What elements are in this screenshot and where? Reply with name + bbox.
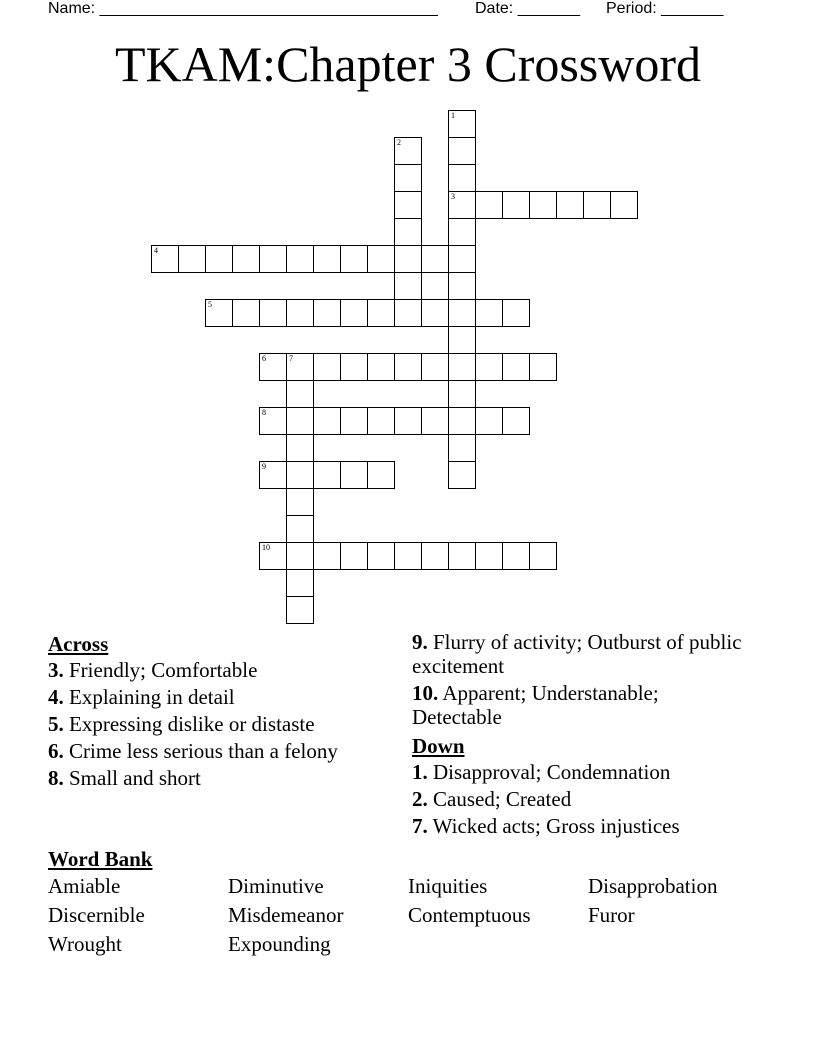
crossword-cell[interactable] [502, 299, 530, 327]
clue-down-1 [412, 760, 742, 784]
crossword-cell[interactable] [340, 353, 368, 381]
crossword-cell[interactable] [259, 299, 287, 327]
page-title: TKAM:Chapter 3 Crossword [114, 36, 702, 92]
clue-text: Apparent; Understanable; Detectable [412, 681, 659, 729]
clue-text: Expressing dislike or distaste [69, 712, 315, 736]
clue-across-10 [412, 681, 742, 729]
clue-number: 2. [412, 787, 428, 811]
crossword-cell[interactable] [232, 299, 260, 327]
crossword-cell[interactable] [421, 353, 449, 381]
crossword-cell[interactable] [286, 542, 314, 570]
clue-across-8 [48, 766, 398, 790]
crossword-cell[interactable] [286, 596, 314, 624]
crossword-cell[interactable] [205, 299, 233, 327]
word-bank-item: Wrought [48, 932, 122, 956]
crossword-cell[interactable] [367, 542, 395, 570]
crossword-cell[interactable] [232, 245, 260, 273]
crossword-cell[interactable] [421, 407, 449, 435]
crossword-cell[interactable] [610, 191, 638, 219]
crossword-cell[interactable] [286, 299, 314, 327]
clue-down-7 [412, 814, 742, 838]
crossword-cell[interactable] [340, 407, 368, 435]
crossword-cell[interactable] [313, 299, 341, 327]
crossword-cell[interactable] [313, 407, 341, 435]
clues-column-left [48, 630, 398, 793]
clue-text: Explaining in detail [69, 685, 235, 709]
crossword-cell[interactable] [367, 353, 395, 381]
crossword-cell[interactable] [394, 191, 422, 219]
clue-text: Small and short [69, 766, 201, 790]
word-bank-item: Furor [588, 903, 635, 927]
crossword-cell[interactable] [448, 245, 476, 273]
word-bank-item: Discernible [48, 903, 145, 927]
cell-number: 10 [262, 543, 270, 552]
crossword-cell[interactable] [502, 353, 530, 381]
crossword-cell[interactable] [367, 407, 395, 435]
cell-number: 4 [154, 246, 158, 255]
crossword-cell[interactable] [475, 542, 503, 570]
crossword-cell[interactable] [340, 542, 368, 570]
crossword-cell[interactable] [394, 218, 422, 246]
clue-number: 8. [48, 766, 64, 790]
crossword-cell[interactable] [448, 353, 476, 381]
crossword-cell[interactable] [421, 245, 449, 273]
crossword-cell[interactable] [448, 434, 476, 462]
crossword-cell[interactable] [286, 434, 314, 462]
crossword-cell[interactable] [421, 299, 449, 327]
cell-number: 3 [451, 192, 455, 201]
crossword-cell[interactable] [286, 515, 314, 543]
crossword-cell[interactable] [502, 407, 530, 435]
crossword-cell[interactable] [448, 380, 476, 408]
crossword-cell[interactable] [367, 245, 395, 273]
crossword-cell[interactable] [286, 461, 314, 489]
word-bank [48, 844, 768, 957]
clue-number: 5. [48, 712, 64, 736]
crossword-grid [151, 110, 641, 628]
crossword-cell[interactable] [259, 353, 287, 381]
clue-text: Disapproval; Condemnation [433, 760, 671, 784]
word-bank-heading: Word Bank [48, 847, 153, 871]
crossword-cell[interactable] [259, 461, 287, 489]
word-bank-item: Contemptuous [408, 903, 531, 927]
crossword-cell[interactable] [367, 299, 395, 327]
worksheet-header [48, 0, 748, 20]
crossword-cell[interactable] [313, 542, 341, 570]
crossword-cell[interactable] [340, 245, 368, 273]
crossword-cell[interactable] [529, 353, 557, 381]
crossword-cell[interactable] [259, 407, 287, 435]
crossword-cell[interactable] [394, 542, 422, 570]
crossword-cell[interactable] [475, 353, 503, 381]
word-bank-item: Disapprobation [588, 874, 718, 898]
crossword-cell[interactable] [394, 407, 422, 435]
clue-number: 3. [48, 658, 64, 682]
crossword-cell[interactable] [448, 110, 476, 138]
crossword-cell[interactable] [151, 245, 179, 273]
crossword-cell[interactable] [448, 272, 476, 300]
clue-across-4 [48, 685, 398, 709]
cell-number: 5 [208, 300, 212, 309]
crossword-cell[interactable] [529, 542, 557, 570]
crossword-cell[interactable] [340, 461, 368, 489]
crossword-cell[interactable] [421, 542, 449, 570]
across-heading: Across [48, 632, 109, 656]
clue-down-2 [412, 787, 742, 811]
crossword-cell[interactable] [529, 191, 557, 219]
clue-across-3 [48, 658, 398, 682]
crossword-cell[interactable] [286, 488, 314, 516]
crossword-cell[interactable] [259, 542, 287, 570]
crossword-cell[interactable] [583, 191, 611, 219]
clue-across-6 [48, 739, 398, 763]
crossword-cell[interactable] [502, 191, 530, 219]
clue-number: 6. [48, 739, 64, 763]
crossword-cell[interactable] [448, 137, 476, 165]
crossword-cell[interactable] [448, 326, 476, 354]
crossword-cell[interactable] [394, 353, 422, 381]
crossword-cell[interactable] [394, 299, 422, 327]
crossword-cell[interactable] [340, 299, 368, 327]
crossword-cell[interactable] [286, 380, 314, 408]
crossword-cell[interactable] [367, 461, 395, 489]
crossword-cell[interactable] [502, 542, 530, 570]
crossword-cell[interactable] [475, 407, 503, 435]
clue-text: Caused; Created [433, 787, 572, 811]
clue-number: 7. [412, 814, 428, 838]
word-bank-item: Expounding [228, 932, 331, 956]
crossword-cell[interactable] [178, 245, 206, 273]
cell-number: 7 [289, 354, 293, 363]
period-field[interactable]: Period: _______ [606, 0, 724, 17]
crossword-cell[interactable] [448, 191, 476, 219]
word-bank-item: Iniquities [408, 874, 488, 898]
clue-number: 10. [412, 681, 439, 705]
crossword-cell[interactable] [286, 569, 314, 597]
word-bank-item: Misdemeanor [228, 903, 344, 927]
clue-number: 9. [412, 630, 428, 654]
name-field[interactable]: Name: ______________________________________ [48, 0, 438, 17]
word-bank-list [48, 874, 768, 957]
word-bank-item: Diminutive [228, 874, 324, 898]
clues-column-right [412, 630, 742, 841]
cell-number: 8 [262, 408, 266, 417]
clue-text: Crime less serious than a felony [69, 739, 338, 763]
clue-across-5 [48, 712, 398, 736]
down-heading: Down [412, 734, 465, 758]
crossword-cell[interactable] [448, 461, 476, 489]
crossword-cell[interactable] [313, 245, 341, 273]
clue-text: Wicked acts; Gross injustices [432, 814, 680, 838]
cell-number: 6 [262, 354, 266, 363]
crossword-cell[interactable] [394, 245, 422, 273]
clue-text: Friendly; Comfortable [69, 658, 258, 682]
crossword-cell[interactable] [313, 353, 341, 381]
clue-text: Flurry of activity; Outburst of public excitement [412, 630, 742, 678]
crossword-cell[interactable] [286, 407, 314, 435]
crossword-cell[interactable] [448, 218, 476, 246]
cell-number: 1 [451, 111, 455, 120]
crossword-cell[interactable] [475, 299, 503, 327]
crossword-cell[interactable] [448, 299, 476, 327]
crossword-cell[interactable] [394, 164, 422, 192]
crossword-cell[interactable] [394, 272, 422, 300]
crossword-cell[interactable] [448, 164, 476, 192]
crossword-cell[interactable] [556, 191, 584, 219]
crossword-cell[interactable] [448, 407, 476, 435]
word-bank-item: Amiable [48, 874, 121, 898]
crossword-cell[interactable] [259, 245, 287, 273]
clue-across-9 [412, 630, 742, 678]
crossword-cell[interactable] [475, 191, 503, 219]
crossword-cell[interactable] [205, 245, 233, 273]
cell-number: 9 [262, 462, 266, 471]
clue-number: 4. [48, 685, 64, 709]
crossword-cell[interactable] [313, 461, 341, 489]
crossword-cell[interactable] [286, 245, 314, 273]
crossword-cell[interactable] [286, 353, 314, 381]
cell-number: 2 [397, 138, 401, 147]
crossword-cell[interactable] [448, 542, 476, 570]
date-field[interactable]: Date: _______ [475, 0, 580, 17]
clue-number: 1. [412, 760, 428, 784]
crossword-cell[interactable] [394, 137, 422, 165]
